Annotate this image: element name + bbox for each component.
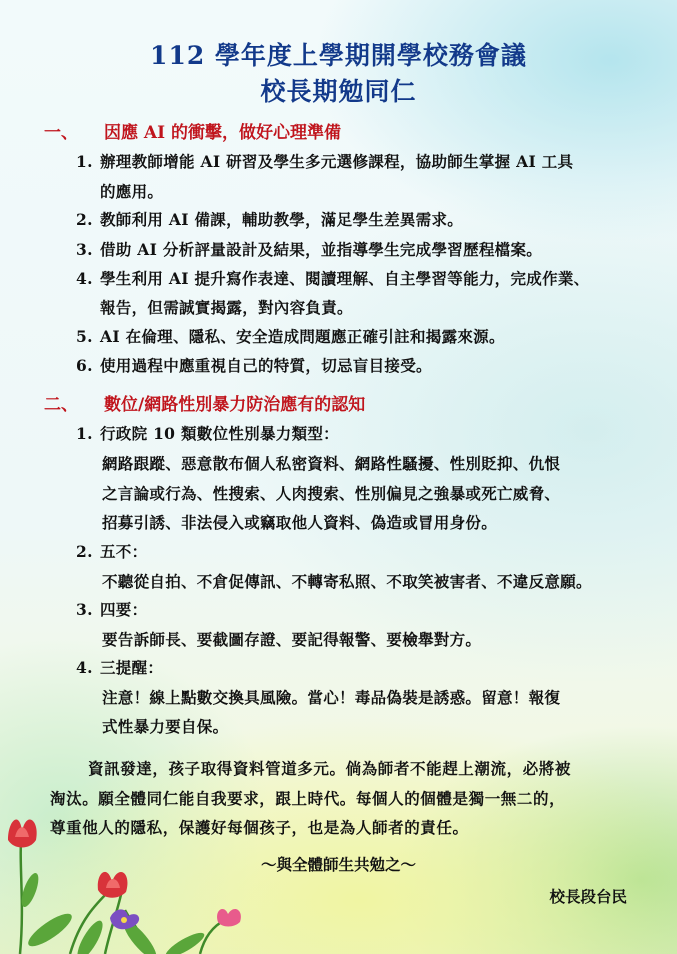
paragraph-line-1: 資訊發達，孩子取得資料管道多元。倘為師者不能趕上潮流，必將被 xyxy=(88,759,572,778)
s1-item-3: 3. 借助 AI 分析評量設計及結果，並指導學生完成學習歷程檔案。 xyxy=(76,240,543,259)
s1-item-5: 5. AI 在倫理、隱私、安全造成問題應正確引註和揭露來源。 xyxy=(76,327,505,346)
s2-item-1-label: 1. 行政院 10 類數位性別暴力類型： xyxy=(76,424,339,443)
s2-item-3-line-1: 要告訴師長、要截圖存證、要記得報警、要檢舉對方。 xyxy=(102,630,482,649)
s2-item-4-line-2: 式性暴力要自保。 xyxy=(102,717,229,736)
section-1-heading xyxy=(44,118,341,143)
section-1-number: 一、 xyxy=(44,123,78,143)
s2-item-3-label: 3. 四要： xyxy=(76,600,148,619)
document-subtitle: 校長期勉同仁 xyxy=(260,77,417,106)
flower-decoration-icon xyxy=(0,740,260,954)
paragraph-line-2: 淘汰。願全體同仁能自我要求，跟上時代。每個人的個體是獨一無二的， xyxy=(50,789,566,808)
s1-item-4-cont: 報告，但需誠實揭露，對內容負責。 xyxy=(100,298,353,317)
s1-item-1: 1. 辦理教師增能 AI 研習及學生多元選修課程，協助師生掌握 AI 工具 xyxy=(76,152,574,171)
section-2-title: 數位/網路性別暴力防治應有的認知 xyxy=(104,395,366,415)
s2-item-1-line-3: 招募引誘、非法侵入或竊取他人資料、偽造或冒用身份。 xyxy=(102,513,498,532)
s1-item-2: 2. 教師利用 AI 備課，輔助教學，滿足學生差異需求。 xyxy=(76,210,464,229)
s2-item-1-line-1: 網路跟蹤、惡意散布個人私密資料、網路性騷擾、性別貶抑、仇恨 xyxy=(102,454,561,473)
s2-item-4-label: 4. 三提醒： xyxy=(76,658,164,677)
section-2-number: 二、 xyxy=(44,395,78,415)
section-2-heading xyxy=(44,390,365,415)
paragraph-line-3: 尊重他人的隱私，保護好每個孩子，也是為人師者的責任。 xyxy=(50,818,469,837)
s1-item-4: 4. 學生利用 AI 提升寫作表達、閱讀理解、自主學習等能力，完成作業、 xyxy=(76,269,590,288)
s2-item-2-line-1: 不聽從自拍、不倉促傳訊、不轉寄私照、不取笑被害者、不違反意願。 xyxy=(102,572,592,591)
s2-item-1-line-2: 之言論或行為、性搜索、人肉搜索、性別偏見之強暴或死亡威脅、 xyxy=(102,484,561,503)
s2-item-2-label: 2. 五不： xyxy=(76,542,148,561)
s1-item-6: 6. 使用過程中應重視自己的特質，切忌盲目接受。 xyxy=(76,356,432,375)
section-1-title: 因應 AI 的衝擊，做好心理準備 xyxy=(104,123,341,143)
s1-item-1-cont: 的應用。 xyxy=(100,182,164,201)
document-title: 112 學年度上學期開學校務會議 xyxy=(150,41,527,70)
closing-line: ～與全體師生共勉之～ xyxy=(260,855,416,874)
s2-item-4-line-1: 注意！線上點數交換具風險。當心！毒品偽裝是誘惑。留意！報復 xyxy=(102,688,561,707)
signature: 校長段台民 xyxy=(549,887,627,906)
